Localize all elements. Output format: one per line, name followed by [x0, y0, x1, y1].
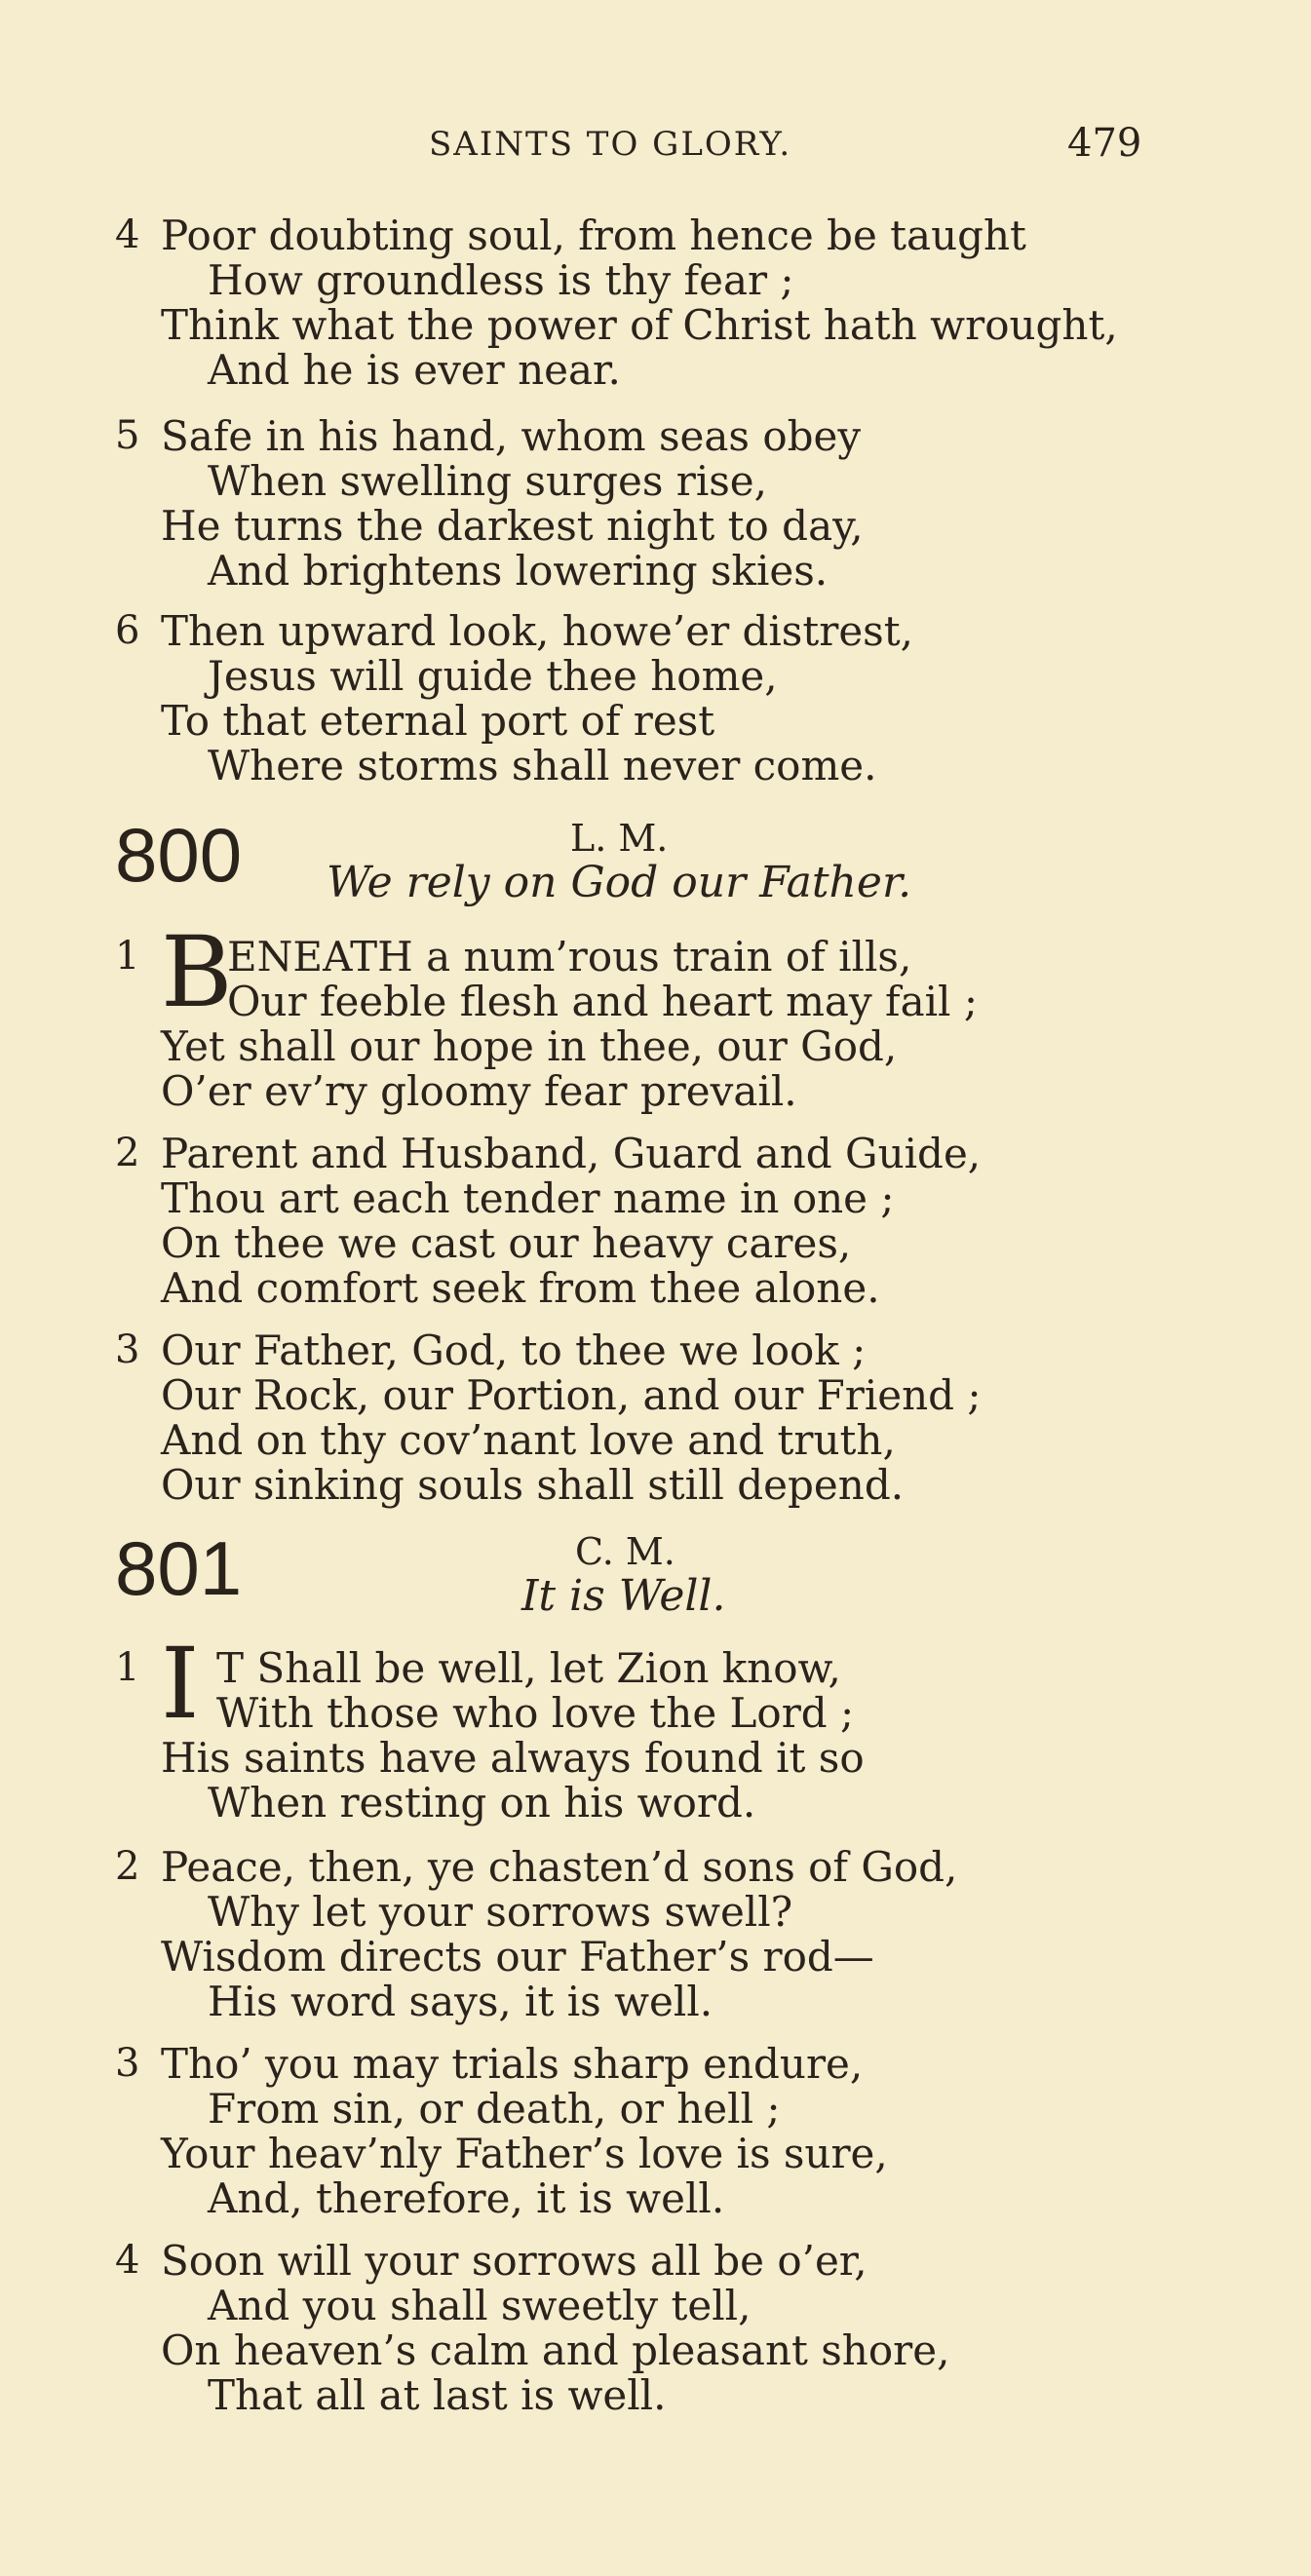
verse-number: 5	[115, 413, 140, 458]
verse-line: Soon will your sorrows all be o’er,	[161, 2237, 868, 2285]
verse-line: Jesus will guide thee home,	[208, 652, 778, 700]
verse-line: Why let your sorrows swell?	[208, 1888, 793, 1936]
verse-line: How groundless is thy fear ;	[208, 256, 794, 304]
verse-line: Poor doubting soul, from hence be taught	[161, 211, 1026, 259]
verse-line: With those who love the Lord ;	[216, 1689, 855, 1737]
hymn-meter: L. M.	[570, 817, 669, 860]
verse-line: His saints have always found it so	[161, 1734, 865, 1782]
verse-line: Thou art each tender name in one ;	[161, 1174, 895, 1222]
verse-line: And comfort seek from thee alone.	[161, 1264, 880, 1312]
verse-number: 2	[115, 1844, 140, 1889]
verse-line: And, therefore, it is well.	[208, 2174, 725, 2222]
verse-number: 3	[115, 1327, 140, 1372]
verse-line: On heaven’s calm and pleasant shore,	[161, 2326, 950, 2374]
verse-line: That all at last is well.	[208, 2371, 667, 2419]
verse-line: Our feeble flesh and heart may fail ;	[227, 978, 978, 1025]
hymn-number: 801	[115, 1525, 243, 1611]
verse-line: Our sinking souls shall still depend.	[161, 1461, 905, 1509]
hymn-number: 800	[115, 812, 243, 898]
running-title: SAINTS TO GLORY.	[429, 125, 792, 164]
hymn-title: It is Well.	[521, 1571, 726, 1621]
verse-number: 4	[115, 212, 140, 257]
verse-number: 2	[115, 1131, 140, 1175]
verse-number: 3	[115, 2041, 140, 2086]
verse-number: 1	[115, 1645, 140, 1690]
verse-line: And on thy cov’nant love and truth,	[161, 1416, 896, 1464]
verse-line: From sin, or death, or hell ;	[208, 2085, 781, 2133]
verse-line: Think what the power of Christ hath wrought,	[161, 301, 1118, 349]
verse-line: O’er ev’ry gloomy fear prevail.	[161, 1067, 797, 1115]
verse-line: On thee we cast our heavy cares,	[161, 1219, 852, 1267]
verse-line: Your heav’nly Father’s love is sure,	[161, 2130, 888, 2177]
verse-line: Tho’ you may trials sharp endure,	[161, 2040, 864, 2088]
drop-cap: I	[161, 1627, 200, 1741]
verse-line: T Shall be well, let Zion know,	[216, 1644, 841, 1692]
verse-line: To that eternal port of rest	[161, 697, 715, 745]
verse-line: His word says, it is well.	[208, 1978, 713, 2025]
verse-number: 6	[115, 608, 140, 653]
verse-line: Our Rock, our Portion, and our Friend ;	[161, 1371, 982, 1419]
hymn-title: We rely on God our Father.	[327, 858, 912, 907]
verse-line: Peace, then, ye chasten’d sons of God,	[161, 1843, 958, 1891]
verse-line: Then upward look, howe’er distrest,	[161, 607, 913, 655]
verse-line: Wisdom directs our Father’s rod—	[161, 1933, 874, 1980]
hymn-meter: C. M.	[575, 1530, 675, 1573]
verse-line: And he is ever near.	[208, 346, 621, 394]
verse-line: And brightens lowering skies.	[208, 547, 829, 595]
verse-line: Our Father, God, to thee we look ;	[161, 1326, 867, 1374]
verse-line: Yet shall our hope in thee, our God,	[161, 1022, 898, 1070]
page-number: 479	[1067, 121, 1142, 166]
verse-number: 1	[115, 934, 140, 979]
verse-line: ENEATH a num’rous train of ills,	[227, 933, 912, 980]
verse-line: Parent and Husband, Guard and Guide,	[161, 1130, 982, 1177]
verse-line: Safe in his hand, whom seas obey	[161, 412, 862, 460]
drop-cap: B	[161, 915, 233, 1029]
verse-line: Where storms shall never come.	[208, 742, 877, 789]
verse-line: When resting on his word.	[208, 1779, 756, 1826]
verse-line: And you shall sweetly tell,	[208, 2282, 752, 2329]
verse-line: When swelling surges rise,	[208, 457, 768, 505]
verse-number: 4	[115, 2238, 140, 2283]
verse-line: He turns the darkest night to day,	[161, 502, 864, 550]
